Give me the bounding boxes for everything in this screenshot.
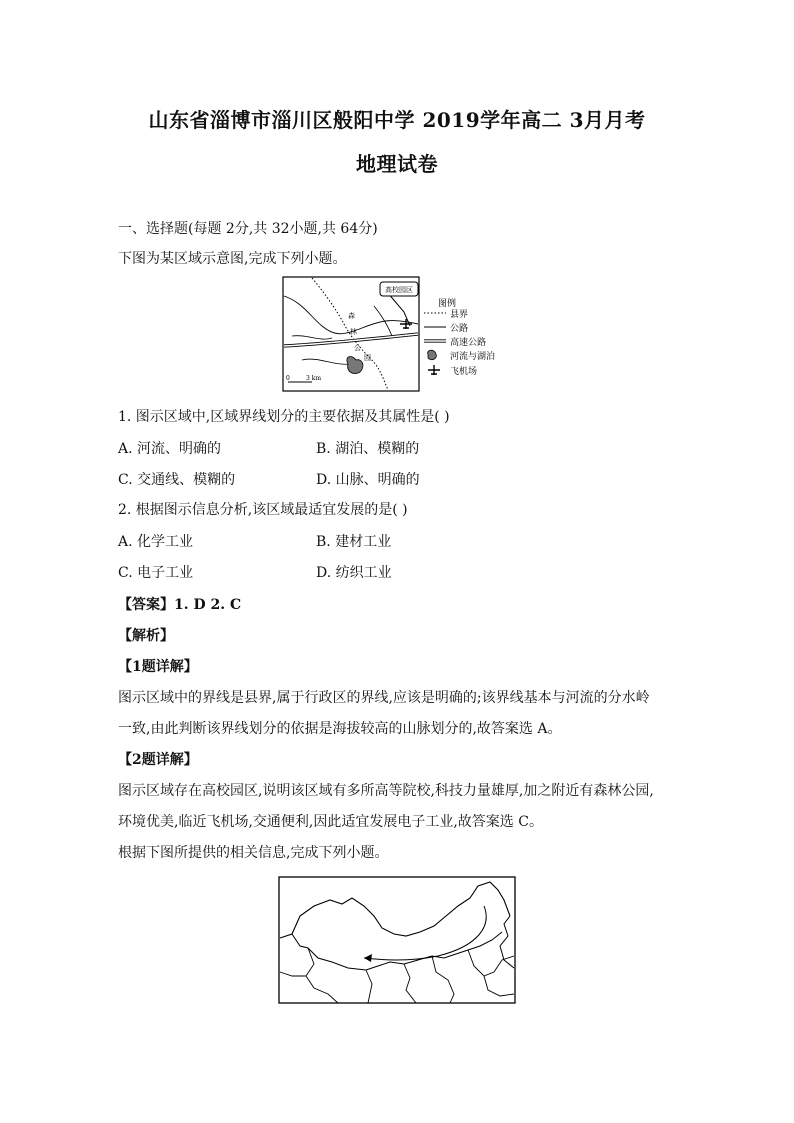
legend-item-river-lake: 河流与湖泊 (450, 352, 496, 362)
document-title-line1: 山东省淄博市淄川区般阳中学 2019学年高二 3月月考 (148, 108, 646, 132)
detail-2-text: 环境优美,临近飞机场,交通便利,因此适宜发展电子工业,故答案选 C。 (118, 814, 543, 830)
legend-item-county: 县界 (450, 310, 469, 320)
question-1-option-c: C. 交通线、模糊的 (118, 472, 236, 488)
question-2-option-d: D. 纺织工业 (316, 565, 392, 581)
question-2-option-c: C. 电子工业 (118, 565, 194, 581)
legend-title: 图例 (438, 299, 457, 309)
question-1-option-b: B. 湖泊、模糊的 (316, 441, 420, 457)
forest-label-char: 公 (354, 344, 361, 352)
detail-2-label: 【2题详解】 (118, 752, 198, 768)
question-1-option-d: D. 山脉、明确的 (316, 472, 420, 488)
legend-item-airport: 飞机场 (450, 367, 478, 377)
legend-item-road: 公路 (450, 324, 469, 334)
china-outline-map (278, 876, 516, 1004)
detail-1-text: 图示区域中的界线是县界,属于行政区的界线,应该是明确的;该界线基本与河流的分水岭 (118, 690, 650, 706)
detail-1-label: 【1题详解】 (118, 659, 198, 675)
scale-value: 3 km (306, 375, 322, 382)
figure2-intro: 根据下图所提供的相关信息,完成下列小题。 (118, 845, 389, 861)
question-1-option-a: A. 河流、明确的 (118, 441, 222, 457)
legend-item-highway: 高速公路 (450, 338, 487, 348)
map-frame (279, 877, 515, 1003)
figure1-intro: 下图为某区域示意图,完成下列小题。 (118, 251, 347, 267)
legend-airplane-icon (428, 365, 440, 375)
analysis-label: 【解析】 (118, 628, 174, 644)
detail-1-text: 一致,由此判断该界线划分的依据是海拔较高的山脉划分的,故答案选 A。 (118, 721, 562, 737)
section-heading: 一、选择题(每题 2分,共 32小题,共 64分) (118, 221, 378, 237)
forest-label-char: 森 (348, 312, 355, 320)
detail-2-text: 图示区域存在高校园区,说明该区域有多所高等院校,科技力量雄厚,加之附近有森林公园, (118, 783, 654, 799)
scale-zero: 0 (286, 375, 290, 382)
question-2-stem: 2. 根据图示信息分析,该区域最适宜发展的是( ) (118, 502, 408, 518)
forest-label-char: 林 (350, 328, 357, 336)
answer-line: 【答案】1. D 2. C (118, 597, 242, 613)
forest-label-char: 园 (364, 354, 371, 362)
question-2-option-a: A. 化学工业 (118, 534, 194, 550)
question-1-stem: 1. 图示区域中,区域界线划分的主要依据及其属性是( ) (118, 409, 450, 425)
question-2-option-b: B. 建材工业 (316, 534, 392, 550)
region-sketch-map (282, 276, 514, 392)
document-title-line2: 地理试卷 (356, 152, 438, 176)
campus-label: 高校园区 (385, 286, 413, 294)
legend-lake-swatch (428, 350, 437, 359)
